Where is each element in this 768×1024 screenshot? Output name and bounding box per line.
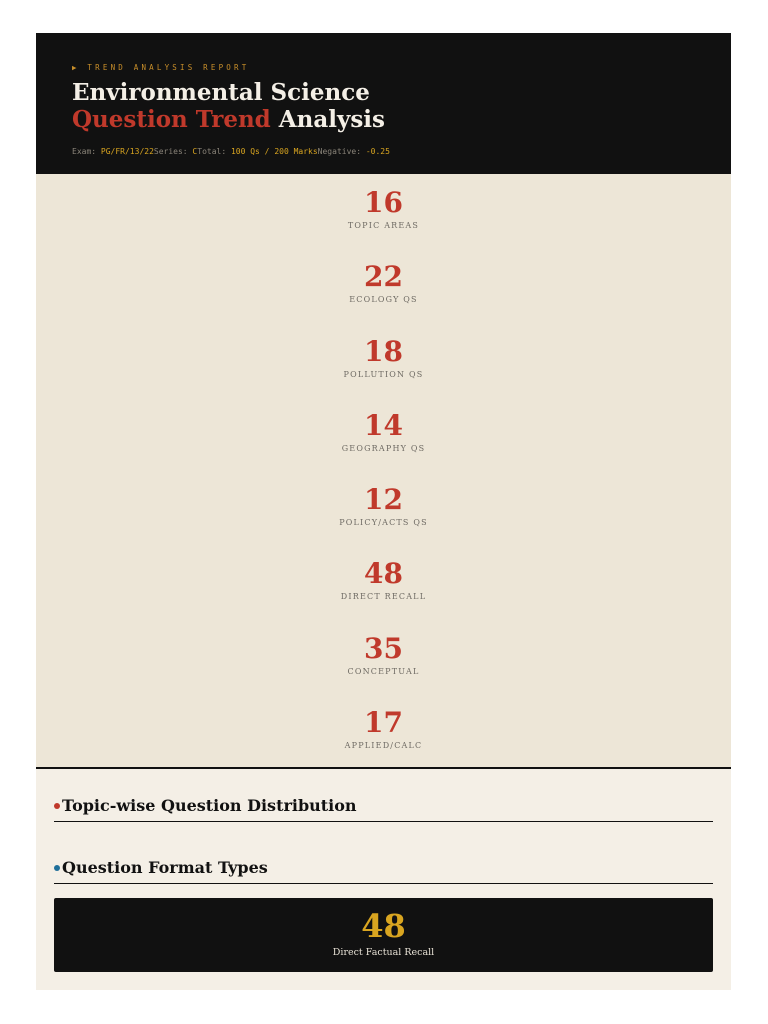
title-accent: Question Trend (72, 106, 271, 133)
stat-label: POLLUTION QS (343, 369, 424, 379)
series-label: Series: (153, 147, 193, 156)
stat-value: 22 (364, 260, 403, 294)
bullet-dot-icon (54, 865, 60, 871)
stat-value: 17 (364, 706, 403, 740)
stat-direct-recall (36, 558, 731, 632)
exam-meta (72, 147, 695, 156)
stat-value: 48 (364, 557, 403, 591)
exam-label: Exam: (72, 147, 101, 156)
section-title: Question Format Types (62, 858, 268, 877)
report-eyebrow: ▶ TREND ANALYSIS REPORT (72, 63, 250, 72)
stat-label: GEOGRAPHY QS (341, 443, 426, 453)
stat-label: CONCEPTUAL (347, 666, 420, 676)
series-value: C (192, 147, 198, 156)
stat-conceptual (36, 633, 731, 707)
stat-geography (36, 410, 731, 484)
stat-value: 35 (364, 631, 403, 665)
total-label: Total: (197, 147, 231, 156)
report-header (36, 33, 731, 174)
stat-ecology (36, 261, 731, 335)
stat-label: APPLIED/CALC (344, 741, 423, 751)
total-value: 100 Qs / 200 Marks (230, 147, 318, 156)
section-heading (54, 796, 713, 822)
title-line-1: Environmental Science (72, 79, 370, 106)
title-rest: Analysis (270, 106, 385, 133)
stat-policy-acts (36, 484, 731, 558)
section-title: Topic-wise Question Distribution (62, 796, 357, 815)
stat-value: 18 (364, 334, 403, 368)
format-card-direct-recall (54, 898, 713, 972)
stat-label: POLICY/ACTS QS (339, 518, 428, 528)
bullet-dot-icon (54, 803, 60, 809)
format-card-label: Direct Factual Recall (332, 947, 435, 958)
format-types-section (54, 858, 713, 884)
report-title (72, 79, 695, 133)
stats-panel (36, 174, 731, 769)
exam-value: PG/FR/13/22 (100, 147, 154, 156)
stat-label: TOPIC AREAS (347, 221, 420, 230)
negative-label: Negative: (317, 147, 366, 156)
topic-distribution-section (54, 796, 713, 822)
format-card-value: 48 (361, 907, 406, 945)
stat-label: ECOLOGY QS (349, 295, 418, 305)
stat-applied-calc (36, 707, 731, 781)
stat-topic-areas (36, 187, 731, 261)
stat-label: DIRECT RECALL (340, 592, 427, 602)
stat-pollution (36, 336, 731, 410)
stat-value: 14 (364, 408, 403, 442)
report-page (36, 33, 731, 990)
negative-value: -0.25 (365, 147, 390, 156)
section-heading (54, 858, 713, 884)
stat-value: 12 (364, 483, 403, 517)
stat-value: 16 (364, 186, 403, 219)
